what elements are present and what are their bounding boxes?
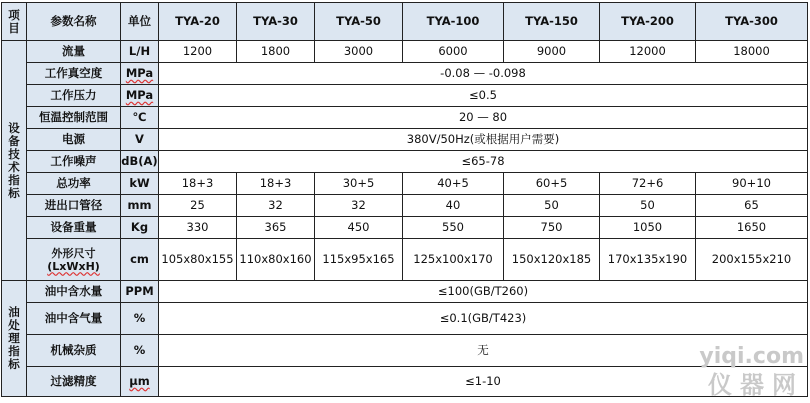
size-label: 外形尺寸 bbox=[51, 246, 96, 260]
row-impurity bbox=[2, 335, 808, 367]
cell-value: 40+5 bbox=[403, 173, 504, 195]
row-unit: kW bbox=[121, 173, 159, 195]
header-model: TYA-100 bbox=[403, 3, 504, 41]
row-pressure bbox=[2, 85, 808, 107]
row-unit: cm bbox=[121, 239, 159, 281]
row-label: 工作压力 bbox=[27, 85, 121, 107]
row-label bbox=[27, 239, 121, 281]
cell-value: 18+3 bbox=[159, 173, 237, 195]
cell-value: 6000 bbox=[403, 41, 504, 63]
row-unit: L/H bbox=[121, 41, 159, 63]
header-row bbox=[2, 3, 808, 41]
row-gas bbox=[2, 303, 808, 335]
cell-value: 3000 bbox=[315, 41, 403, 63]
cell-value: 105x80x155 bbox=[159, 239, 237, 281]
row-size bbox=[2, 239, 808, 281]
cell-value-merged: ≤0.5 bbox=[159, 85, 808, 107]
header-model: TYA-200 bbox=[600, 3, 696, 41]
cell-value-merged: -0.08 — -0.098 bbox=[159, 63, 808, 85]
cell-value-merged: ≤1-10 bbox=[159, 367, 808, 397]
cell-value: 150x120x185 bbox=[504, 239, 600, 281]
row-unit: MPa bbox=[121, 63, 159, 85]
row-label: 过滤精度 bbox=[27, 367, 121, 397]
group-oil: 油处理指标 bbox=[2, 281, 27, 397]
row-temp bbox=[2, 107, 808, 129]
row-water bbox=[2, 281, 808, 303]
cell-value: 65 bbox=[696, 195, 808, 217]
row-unit: ℃ bbox=[121, 107, 159, 129]
cell-value: 330 bbox=[159, 217, 237, 239]
cell-value: 32 bbox=[237, 195, 315, 217]
cell-value-merged: 无 bbox=[159, 335, 808, 367]
row-unit: mm bbox=[121, 195, 159, 217]
row-label: 设备重量 bbox=[27, 217, 121, 239]
cell-value: 30+5 bbox=[315, 173, 403, 195]
cell-value: 115x95x165 bbox=[315, 239, 403, 281]
cell-value-merged: 20 — 80 bbox=[159, 107, 808, 129]
row-unit: % bbox=[121, 303, 159, 335]
row-vacuum bbox=[2, 63, 808, 85]
header-model: TYA-20 bbox=[159, 3, 237, 41]
cell-value: 1650 bbox=[696, 217, 808, 239]
site-watermark bbox=[699, 344, 804, 400]
row-flow bbox=[2, 41, 808, 63]
row-unit: dB(A) bbox=[121, 151, 159, 173]
row-noise bbox=[2, 151, 808, 173]
cell-value: 750 bbox=[504, 217, 600, 239]
row-label: 流量 bbox=[27, 41, 121, 63]
cell-value: 9000 bbox=[504, 41, 600, 63]
row-unit: % bbox=[121, 335, 159, 367]
watermark-domain: yiqi.com bbox=[699, 344, 804, 369]
cell-value: 1200 bbox=[159, 41, 237, 63]
row-unit: V bbox=[121, 129, 159, 151]
row-unit: Kg bbox=[121, 217, 159, 239]
cell-value: 200x155x210 bbox=[696, 239, 808, 281]
row-label: 总功率 bbox=[27, 173, 121, 195]
cell-value: 1800 bbox=[237, 41, 315, 63]
group-equipment: 设备技术指标 bbox=[2, 41, 27, 281]
cell-value: 170x135x190 bbox=[600, 239, 696, 281]
cell-value: 60+5 bbox=[504, 173, 600, 195]
row-precision bbox=[2, 367, 808, 397]
cell-value: 18000 bbox=[696, 41, 808, 63]
cell-value: 72+6 bbox=[600, 173, 696, 195]
header-model: TYA-300 bbox=[696, 3, 808, 41]
row-unit: PPM bbox=[121, 281, 159, 303]
row-unit: MPa bbox=[121, 85, 159, 107]
header-item: 项目 bbox=[2, 3, 27, 41]
header-model: TYA-150 bbox=[504, 3, 600, 41]
size-label-dims: (LxWxH) bbox=[47, 259, 100, 273]
cell-value: 18+3 bbox=[237, 173, 315, 195]
cell-value: 90+10 bbox=[696, 173, 808, 195]
cell-value-merged: 380V/50Hz(或根据用户需要) bbox=[159, 129, 808, 151]
cell-value: 365 bbox=[237, 217, 315, 239]
cell-value: 12000 bbox=[600, 41, 696, 63]
row-unit: μm bbox=[121, 367, 159, 397]
cell-value: 1050 bbox=[600, 217, 696, 239]
header-model: TYA-50 bbox=[315, 3, 403, 41]
cell-value: 550 bbox=[403, 217, 504, 239]
header-unit: 单位 bbox=[121, 3, 159, 41]
cell-value: 50 bbox=[504, 195, 600, 217]
cell-value: 25 bbox=[159, 195, 237, 217]
row-label: 工作真空度 bbox=[27, 63, 121, 85]
row-label: 工作噪声 bbox=[27, 151, 121, 173]
spec-table bbox=[1, 2, 808, 397]
row-label: 进出口管径 bbox=[27, 195, 121, 217]
cell-value-merged: ≤0.1(GB/T423) bbox=[159, 303, 808, 335]
watermark-name: 仪器网 bbox=[708, 371, 804, 399]
cell-value: 32 bbox=[315, 195, 403, 217]
row-total-power bbox=[2, 173, 808, 195]
row-label: 恒温控制范围 bbox=[27, 107, 121, 129]
row-label: 油中含水量 bbox=[27, 281, 121, 303]
header-param: 参数名称 bbox=[27, 3, 121, 41]
row-label: 机械杂质 bbox=[27, 335, 121, 367]
header-model: TYA-30 bbox=[237, 3, 315, 41]
cell-value: 50 bbox=[600, 195, 696, 217]
cell-value: 40 bbox=[403, 195, 504, 217]
cell-value: 110x80x160 bbox=[237, 239, 315, 281]
row-pipe bbox=[2, 195, 808, 217]
cell-value: 125x100x170 bbox=[403, 239, 504, 281]
cell-value-merged: ≤100(GB/T260) bbox=[159, 281, 808, 303]
cell-value: 450 bbox=[315, 217, 403, 239]
row-weight bbox=[2, 217, 808, 239]
row-label: 油中含气量 bbox=[27, 303, 121, 335]
row-power-supply bbox=[2, 129, 808, 151]
cell-value-merged: ≤65-78 bbox=[159, 151, 808, 173]
row-label: 电源 bbox=[27, 129, 121, 151]
